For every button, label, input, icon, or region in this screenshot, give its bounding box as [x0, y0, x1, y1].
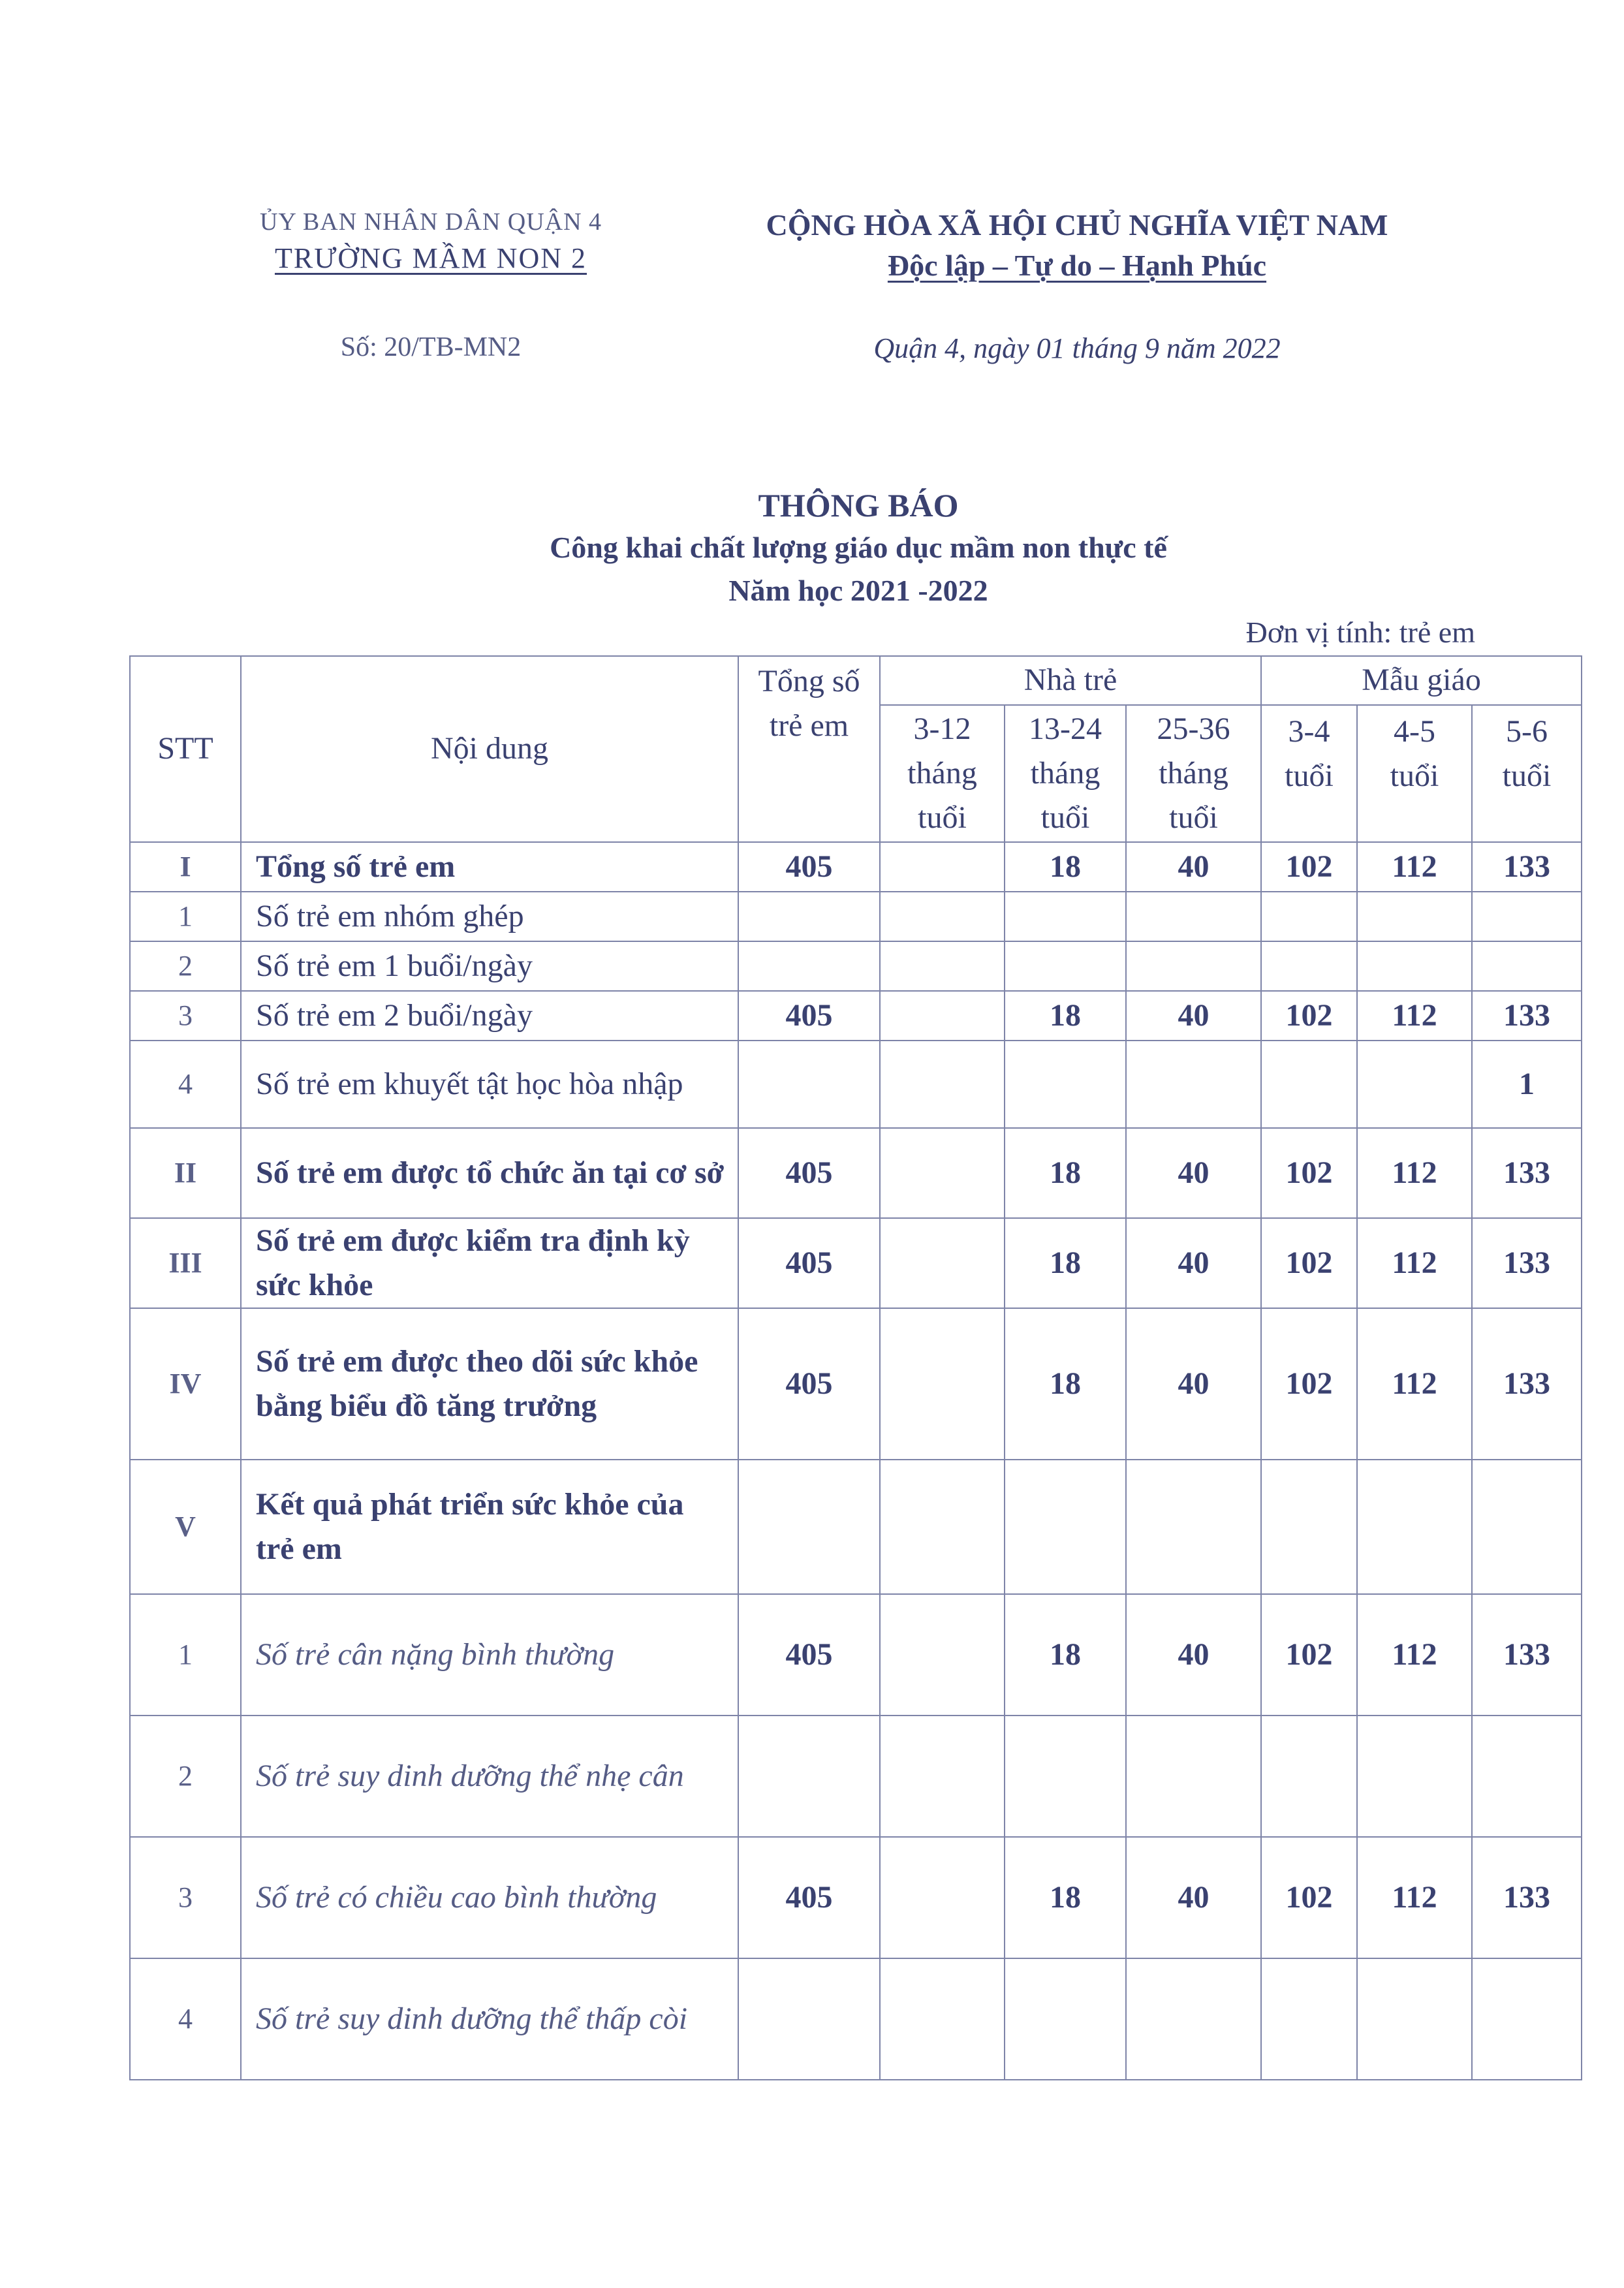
row-value-cell: 112 — [1357, 842, 1472, 892]
row-value-cell — [880, 1594, 1005, 1716]
row-value-cell — [738, 1460, 880, 1594]
row-value-cell — [1472, 1460, 1582, 1594]
row-value-cell — [738, 1041, 880, 1128]
row-value-cell — [1472, 1716, 1582, 1837]
row-value-cell: 112 — [1357, 1308, 1472, 1460]
row-value-cell — [1126, 892, 1261, 941]
row-value-cell — [1005, 892, 1126, 941]
row-value-cell: 102 — [1261, 991, 1357, 1041]
row-value-cell — [1357, 1716, 1472, 1837]
school-year: Năm học 2021 -2022 — [728, 574, 988, 607]
row-value-cell: 405 — [738, 991, 880, 1041]
row-value-cell: 405 — [738, 1218, 880, 1308]
row-value-cell: 1 — [1472, 1041, 1582, 1128]
row-value-cell: 102 — [1261, 1594, 1357, 1716]
row-label: Số trẻ em được theo dõi sức khỏe bằng biểu đồ tăng trưởng — [241, 1308, 738, 1460]
row-value-cell — [880, 1716, 1005, 1837]
row-value-cell — [880, 1128, 1005, 1218]
row-value-cell — [880, 892, 1005, 941]
row-value-cell — [880, 1041, 1005, 1128]
row-value-cell — [880, 991, 1005, 1041]
table-row — [130, 1716, 1582, 1837]
row-value-cell — [1005, 1958, 1126, 2080]
row-value-cell — [880, 1460, 1005, 1594]
row-value-cell: 112 — [1357, 1837, 1472, 1958]
national-motto — [725, 248, 1429, 283]
row-value-cell — [1005, 1460, 1126, 1594]
document-number: Số: 20/TB-MN2 — [340, 332, 522, 362]
row-value-cell: 102 — [1261, 1837, 1357, 1958]
statistics-table — [129, 655, 1582, 2080]
header-total: Tổng số trẻ em — [738, 656, 880, 842]
table-row — [130, 842, 1582, 892]
table-row — [130, 1218, 1582, 1308]
row-value-cell: 112 — [1357, 1128, 1472, 1218]
row-value-cell — [1357, 892, 1472, 941]
table-row — [130, 1128, 1582, 1218]
row-label: Số trẻ cân nặng bình thường — [241, 1594, 738, 1716]
header-content: Nội dung — [241, 656, 738, 842]
row-value-cell — [1005, 1041, 1126, 1128]
row-value-cell: 18 — [1005, 1837, 1126, 1958]
header-age-13-24-months: 13-24 tháng tuổi — [1005, 705, 1126, 842]
row-value-cell — [1261, 1716, 1357, 1837]
row-value-cell: 40 — [1126, 1594, 1261, 1716]
row-stt: IV — [130, 1308, 241, 1460]
row-stt: 1 — [130, 1594, 241, 1716]
school-name-text: TRƯỜNG MẦM NON 2 — [274, 242, 587, 274]
row-value-cell: 133 — [1472, 1218, 1582, 1308]
row-stt: 3 — [130, 1837, 241, 1958]
row-value-cell: 18 — [1005, 1308, 1126, 1460]
row-value-cell — [880, 842, 1005, 892]
header-age-3-12-months: 3-12 tháng tuổi — [880, 705, 1005, 842]
row-value-cell: 18 — [1005, 991, 1126, 1041]
document-title: THÔNG BÁO — [758, 487, 959, 524]
row-value-cell — [1261, 1041, 1357, 1128]
table-row — [130, 1460, 1582, 1594]
row-stt: I — [130, 842, 241, 892]
row-value-cell: 102 — [1261, 842, 1357, 892]
row-value-cell — [1357, 941, 1472, 991]
table-row — [130, 1594, 1582, 1716]
row-label: Kết quả phát triển sức khỏe của trẻ em — [241, 1460, 738, 1594]
row-stt: 3 — [130, 991, 241, 1041]
row-value-cell: 40 — [1126, 991, 1261, 1041]
row-value-cell — [738, 941, 880, 991]
row-value-cell — [1472, 1958, 1582, 2080]
row-value-cell — [738, 892, 880, 941]
row-value-cell — [1261, 892, 1357, 941]
row-value-cell: 112 — [1357, 991, 1472, 1041]
row-label: Số trẻ em 1 buổi/ngày — [241, 941, 738, 991]
row-value-cell: 40 — [1126, 1218, 1261, 1308]
row-stt: 4 — [130, 1041, 241, 1128]
row-value-cell: 133 — [1472, 991, 1582, 1041]
row-label: Số trẻ em 2 buổi/ngày — [241, 991, 738, 1041]
row-value-cell — [880, 941, 1005, 991]
row-stt: 4 — [130, 1958, 241, 2080]
row-value-cell: 405 — [738, 842, 880, 892]
row-value-cell: 133 — [1472, 1308, 1582, 1460]
row-value-cell: 133 — [1472, 1594, 1582, 1716]
table-row — [130, 941, 1582, 991]
issuing-authority: ỦY BAN NHÂN DÂN QUẬN 4 — [259, 208, 602, 236]
row-value-cell — [1357, 1460, 1472, 1594]
row-value-cell: 405 — [738, 1594, 880, 1716]
national-title: CỘNG HÒA XÃ HỘI CHỦ NGHĨA VIỆT NAM — [766, 208, 1388, 242]
row-label: Số trẻ em nhóm ghép — [241, 892, 738, 941]
table-row — [130, 1958, 1582, 2080]
table-row — [130, 1041, 1582, 1128]
school-name — [215, 242, 646, 275]
row-value-cell — [1472, 941, 1582, 991]
row-value-cell — [738, 1716, 880, 1837]
row-stt: II — [130, 1128, 241, 1218]
row-value-cell: 405 — [738, 1308, 880, 1460]
row-value-cell: 133 — [1472, 1837, 1582, 1958]
header-age-3-4-years: 3-4 tuổi — [1261, 705, 1357, 842]
row-stt: III — [130, 1218, 241, 1308]
row-value-cell — [738, 1958, 880, 2080]
row-stt: 2 — [130, 941, 241, 991]
row-value-cell: 102 — [1261, 1308, 1357, 1460]
table-row — [130, 1308, 1582, 1460]
row-value-cell: 133 — [1472, 1128, 1582, 1218]
row-value-cell: 133 — [1472, 842, 1582, 892]
row-value-cell — [1005, 1716, 1126, 1837]
row-stt: V — [130, 1460, 241, 1594]
row-label: Số trẻ suy dinh dưỡng thể nhẹ cân — [241, 1716, 738, 1837]
row-value-cell: 18 — [1005, 1128, 1126, 1218]
row-stt: 1 — [130, 892, 241, 941]
row-value-cell — [1357, 1958, 1472, 2080]
row-value-cell — [1261, 1460, 1357, 1594]
row-label: Số trẻ em khuyết tật học hòa nhập — [241, 1041, 738, 1128]
row-value-cell — [1472, 892, 1582, 941]
row-value-cell — [880, 1308, 1005, 1460]
header-stt: STT — [130, 656, 241, 842]
header-age-5-6-years: 5-6 tuổi — [1472, 705, 1582, 842]
row-value-cell: 405 — [738, 1837, 880, 1958]
row-value-cell — [1126, 1958, 1261, 2080]
row-value-cell: 40 — [1126, 1128, 1261, 1218]
row-label: Số trẻ em được kiểm tra định kỳ sức khỏe — [241, 1218, 738, 1308]
row-label: Số trẻ có chiều cao bình thường — [241, 1837, 738, 1958]
unit-note: Đơn vị tính: trẻ em — [1245, 616, 1475, 649]
header-age-25-36-months: 25-36 tháng tuổi — [1126, 705, 1261, 842]
row-value-cell — [1126, 1460, 1261, 1594]
row-value-cell: 40 — [1126, 1837, 1261, 1958]
row-stt: 2 — [130, 1716, 241, 1837]
row-value-cell — [1261, 941, 1357, 991]
row-value-cell: 112 — [1357, 1594, 1472, 1716]
row-value-cell — [880, 1958, 1005, 2080]
document-subtitle: Công khai chất lượng giáo dục mầm non thực tế — [550, 531, 1167, 564]
row-value-cell: 40 — [1126, 842, 1261, 892]
row-value-cell: 18 — [1005, 842, 1126, 892]
row-value-cell — [880, 1218, 1005, 1308]
table-row — [130, 1837, 1582, 1958]
row-value-cell: 102 — [1261, 1218, 1357, 1308]
row-label: Tổng số trẻ em — [241, 842, 738, 892]
national-motto-text: Độc lập – Tự do – Hạnh Phúc — [887, 249, 1267, 282]
row-label: Số trẻ suy dinh dưỡng thể thấp còi — [241, 1958, 738, 2080]
header-nursery: Nhà trẻ — [880, 656, 1261, 705]
header-age-4-5-years: 4-5 tuổi — [1357, 705, 1472, 842]
row-value-cell — [1005, 941, 1126, 991]
row-label: Số trẻ em được tổ chức ăn tại cơ sở — [241, 1128, 738, 1218]
row-value-cell: 405 — [738, 1128, 880, 1218]
row-value-cell — [880, 1837, 1005, 1958]
row-value-cell — [1126, 1041, 1261, 1128]
header-kindergarten: Mẫu giáo — [1261, 656, 1582, 705]
row-value-cell: 18 — [1005, 1594, 1126, 1716]
row-value-cell: 112 — [1357, 1218, 1472, 1308]
row-value-cell — [1357, 1041, 1472, 1128]
row-value-cell: 102 — [1261, 1128, 1357, 1218]
row-value-cell: 18 — [1005, 1218, 1126, 1308]
row-value-cell — [1126, 941, 1261, 991]
table-row — [130, 991, 1582, 1041]
row-value-cell — [1126, 1716, 1261, 1837]
document-date: Quận 4, ngày 01 tháng 9 năm 2022 — [873, 332, 1281, 364]
row-value-cell: 40 — [1126, 1308, 1261, 1460]
row-value-cell — [1261, 1958, 1357, 2080]
table-row — [130, 892, 1582, 941]
